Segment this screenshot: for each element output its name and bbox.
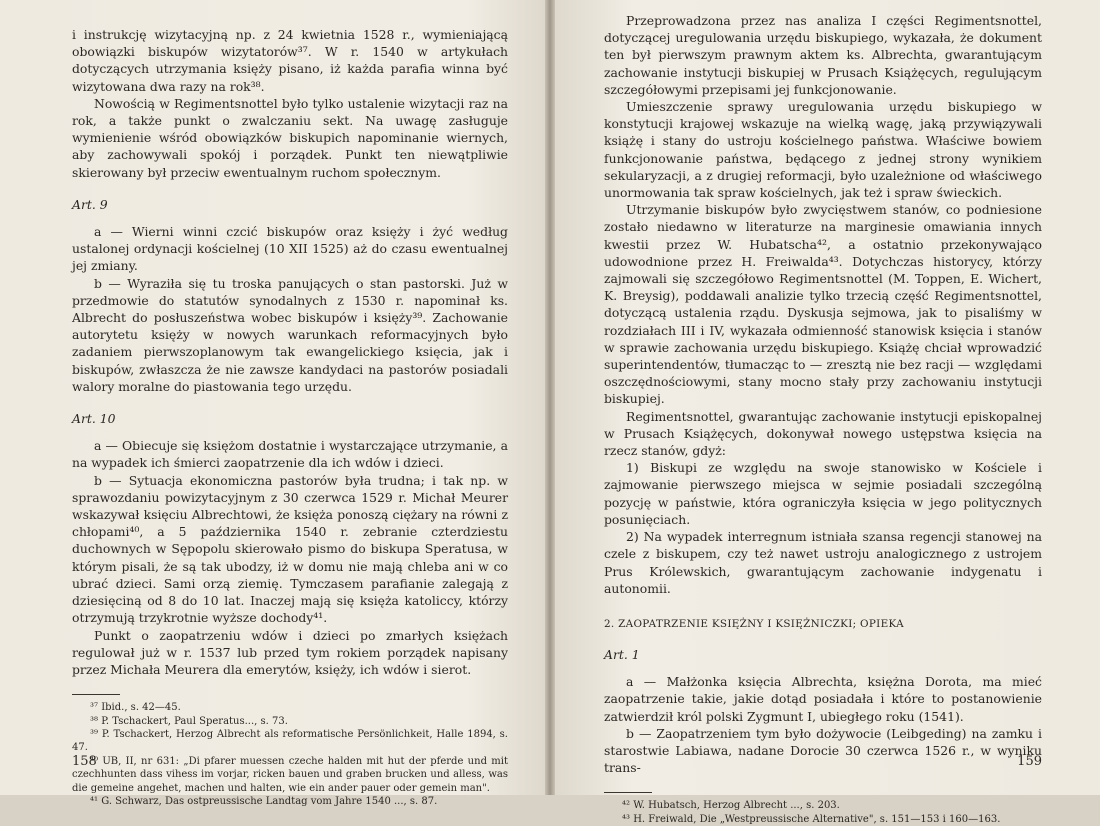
left-page	[0, 0, 550, 807]
right-page	[550, 0, 1100, 825]
paragraph: a — Wierni winni czcić biskupów oraz księży i żyć według ustalonej ordynacji kościelnej (10 XII 1525) aż do czasu ewentualnej jej zmiany.	[72, 224, 508, 274]
page-number: 158	[72, 754, 97, 769]
paragraph: Nowością w Regimentsnottel było tylko ustalenie wizytacji raz na rok, a także punkt o zwalczaniu sekt. Na uwagę zasługuje wymienienie wśród obowiązków biskupich napominanie wiernych, aby zachowywali spokój i porządek. Punkt ten niewątpliwie skierowany był przeciw ewentualnym ruchom społecznym.	[72, 95, 508, 180]
section-heading: 2. ZAOPATRZENIE KSIĘŻNY I KSIĘŻNICZKI; OPIEKA	[604, 617, 904, 630]
paragraph: Utrzymanie biskupów było zwycięstwem stanów, co podniesione zostało niedawno w literaturze na marginesie omawiania innych kwestii przez W. Hubatscha⁴², a ostatnio przekonywająco udowodnione przez H. Freiwalda⁴³. Dotychczas historycy, którzy zajmowali się szczegółowo Regimentsnottel (M. Toppen, E. Wichert, K. Breysig), poddawali analizie tylko trzecią część Regimentsnottel, dotyczącą ustalenia rządu. Dyskusja sejmowa, jak to pisaliśmy w rozdziałach III i IV, wykazała odmienność stanowisk księcia i stanów w sprawie zachowania urzędu biskupiego. Książę chciał wprowadzić superintendentów, tłumacząc to — zresztą nie bez racji — względami oszczędnościowymi, stany mocno stały przy zachowaniu instytucji biskupiej.	[604, 202, 1042, 407]
paragraph: 2) Na wypadek interregnum istniała szansa regencji stanowej na czele z biskupem, czy też nawet ustroju analogicznego z ustrojem Prus Królewskich, gwarantującym zachowanie indygenatu i autonomii.	[604, 529, 1042, 596]
footnote: ⁴² W. Hubatsch, Herzog Albrecht ..., s. 203.	[622, 800, 840, 812]
paragraph: Przeprowadzona przez nas analiza I części Regimentsnottel, dotyczącej uregulowania urzędu biskupiego, wykazała, że dokument ten był pierwszym prawnym aktem ks. Albrechta, gwarantującym zachowanie instytucji biskupiej w Prusach Książęcych, regulującym szczegółowymi przepisami jej funkcjonowanie.	[604, 13, 1042, 97]
footnote: ⁴³ H. Freiwald, Die „Westpreussische Alternative", s. 151—153 i 160—163.	[622, 813, 1001, 825]
footnote-rule	[604, 792, 652, 793]
book-gutter	[545, 0, 555, 795]
paragraph: Umieszczenie sprawy uregulowania urzędu biskupiego w konstytucji krajowej wskazuje na wielką wagę, jaką przywiązywali książę i stany do ustroju kościelnego państwa. Właściwe bowiem funkcjonowanie państwa, będącego z jednej strony wynikiem sekularyzacji, a z drugiej reformacji, było uzależnione od właściwego unormowania tak spraw kościelnych, jak też i spraw świeckich.	[604, 99, 1042, 201]
paragraph: a — Małżonka księcia Albrechta, księżna Dorota, ma mieć zaopatrzenie takie, jakie dotąd posiadała i które to postanowienie zatwierdził król polski Zygmunt I, ubiegłego roku (1541).	[604, 674, 1042, 724]
paragraph: a — Obiecuje się księżom dostatnie i wystarczające utrzymanie, a na wypadek ich śmierci zaopatrzenie dla ich wdów i dzieci.	[72, 438, 508, 471]
footnote: ⁴⁰ UB, II, nr 631: „Di pfarer muessen czeche halden mit hut der pferde und mit czechhunten dass vihess im vorjar, ricken bauen und graben brucken und alless, was die gemeine angehet, machen und halten, wie ein ander pauer oder gemein man".	[72, 755, 508, 794]
paragraph: b — Wyraziła się tu troska panujących o stan pastorski. Już w przedmowie do statutów synodalnych z 1530 r. napominał ks. Albrecht do posłuszeństwa wobec biskupów i księży³⁹. Zachowanie autorytetu księży w nowych warunkach reformacyjnych było zadaniem pierwszoplanowym tak ewangelickiego księcia, jak i biskupów, zwłaszcza że nie zawsze kandydaci na pastorów posiadali walory moralne do piastowania tego urzędu.	[72, 275, 508, 394]
paragraph: Punkt o zaopatrzeniu wdów i dzieci po zmarłych księżach regulował już w r. 1537 lub przed tym rokiem porządek napisany przez Michała Meurera dla emerytów, księży, ich wdów i sierot.	[72, 627, 508, 677]
footnote: ³⁷ Ibid., s. 42—45.	[90, 702, 181, 714]
footnote: ³⁹ P. Tschackert, Herzog Albrecht als reformatische Persönlichkeit, Halle 1894, s. 47.	[72, 728, 508, 754]
footnote: ⁴¹ G. Schwarz, Das ostpreussische Landtag vom Jahre 1540 ..., s. 87.	[90, 795, 438, 807]
paragraph: b — Sytuacja ekonomiczna pastorów była trudna; i tak np. w sprawozdaniu powizytacyjnym z 30 czerwca 1529 r. Michał Meurer wskazywał księciu Albrechtowi, że księża ponoszą ciężary na równi z chłopami⁴⁰, a 5 października 1540 r. zebranie czterdziestu duchownych w Sępopolu skierowało pismo do biskupa Speratusa, w którym pisali, że są tak ubodzy, iż w domu nie mają chleba ani w co ubrać dzieci. Sami orzą ziemię. Tymczasem parafianie zalegają z dziesięciną od 8 do 10 lat. Inaczej mają się księża katoliccy, którzy otrzymują trzykrotnie wyższe dochody⁴¹.	[72, 472, 508, 626]
article-heading: Art. 1	[604, 646, 640, 662]
paragraph: Regimentsnottel, gwarantując zachowanie instytucji episkopalnej w Prusach Książęcych, dokonywał nowego ustępstwa księcia na rzecz stanów, gdyż:	[604, 408, 1042, 459]
paragraph: 1) Biskupi ze względu na swoje stanowisko w Kościele i zajmowanie pierwszego miejsca w sejmie posiadali szczególną pozycję w państwie, która ograniczyła księcia w jego politycznych posunięciach.	[604, 460, 1042, 527]
footnote-rule	[72, 694, 120, 695]
article-heading: Art. 9	[72, 196, 108, 212]
article-heading: Art. 10	[72, 411, 116, 427]
paragraph: i instrukcję wizytacyjną np. z 24 kwietnia 1528 r., wymieniającą obowiązki biskupów wizytatorów³⁷. W r. 1540 w artykułach dotyczących utrzymania księży pisano, iż każda parafia winna być wizytowana dwa razy na rok³⁸.	[72, 27, 508, 94]
page-number: 159	[1017, 754, 1042, 769]
footnote: ³⁸ P. Tschackert, Paul Speratus..., s. 73.	[90, 715, 288, 727]
paragraph: b — Zaopatrzeniem tym było dożywocie (Leibgeding) na zamku i starostwie Labiawa, nadane Dorocie 30 czerwca 1526 r., w wyniku trans-	[604, 725, 1042, 776]
